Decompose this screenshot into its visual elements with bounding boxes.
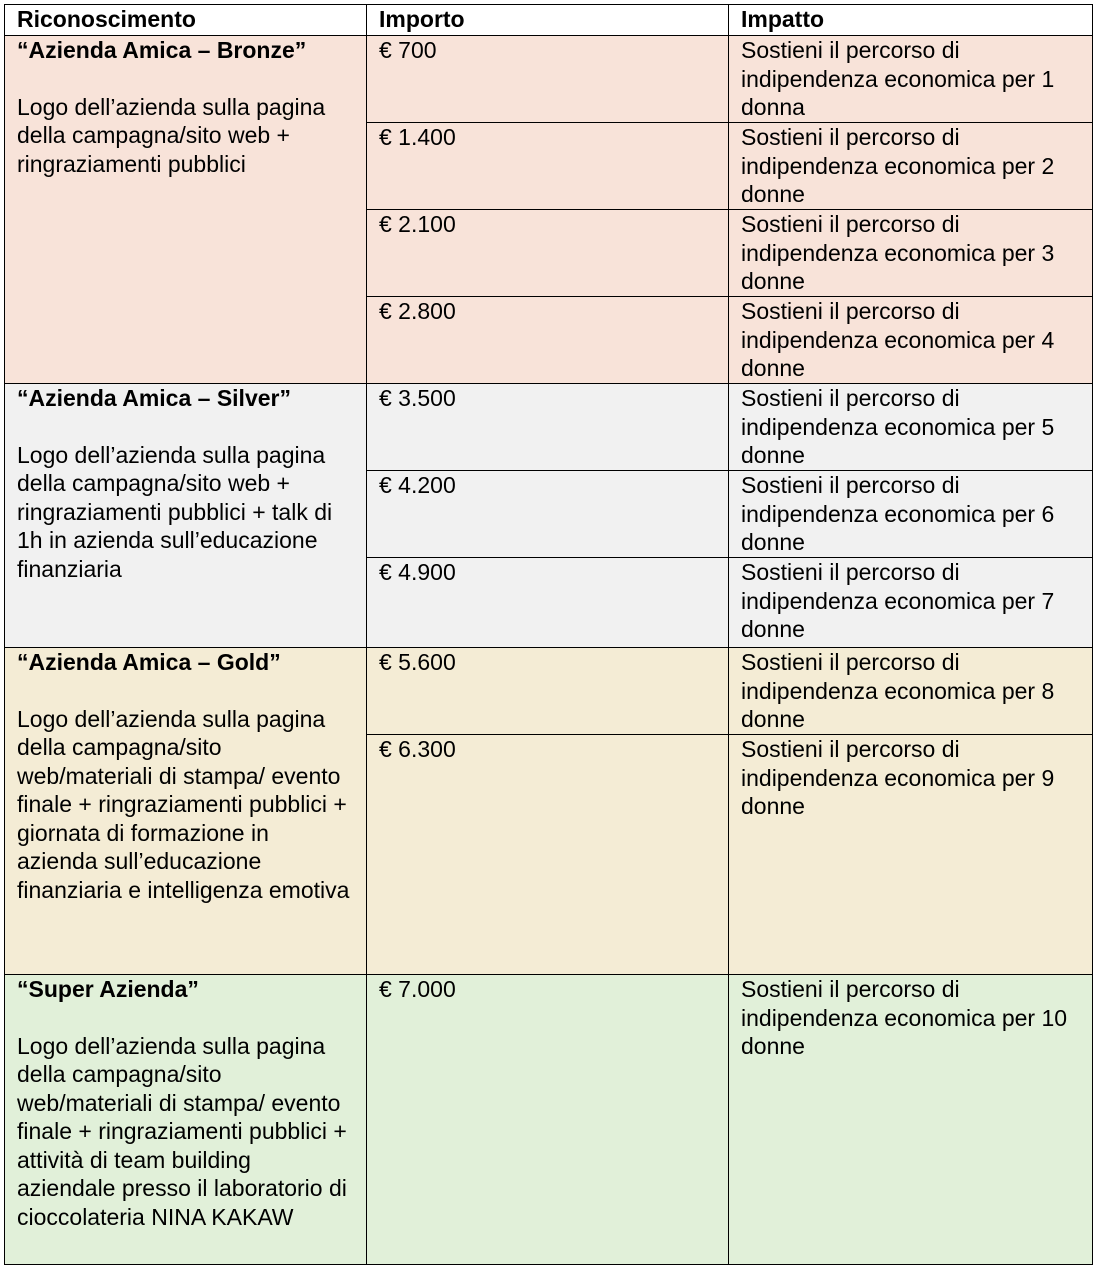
tier-description: Logo dell’azienda sulla pagina della campagna/sito web + ringraziamenti pubblici <box>17 93 326 177</box>
impact-cell: Sostieni il percorso di indipendenza economica per 4 donne <box>729 297 1093 384</box>
amount-cell: € 6.300 <box>367 735 729 975</box>
tier-title: “Azienda Amica – Gold” <box>17 649 281 675</box>
tier-title: “Super Azienda” <box>17 976 199 1002</box>
table-row <box>5 975 1093 1265</box>
tier-description: Logo dell’azienda sulla pagina della campagna/sito web/materiali di stampa/ evento finale + ringraziamenti pubblici + giornata di formazione in azienda sull’educazione finanziaria e intelligenza emotiva <box>17 705 350 903</box>
amount-cell: € 5.600 <box>367 648 729 735</box>
impact-cell: Sostieni il percorso di indipendenza economica per 3 donne <box>729 210 1093 297</box>
amount-cell: € 4.200 <box>367 471 729 558</box>
impact-cell: Sostieni il percorso di indipendenza economica per 1 donna <box>729 36 1093 123</box>
header-impatto: Impatto <box>729 5 1093 36</box>
table-row <box>5 648 1093 735</box>
tier-cell-bronze <box>5 36 367 384</box>
table-header-row <box>5 5 1093 36</box>
tier-cell-super <box>5 975 367 1265</box>
tier-cell-silver <box>5 384 367 648</box>
amount-cell: € 700 <box>367 36 729 123</box>
header-importo: Importo <box>367 5 729 36</box>
impact-cell: Sostieni il percorso di indipendenza economica per 7 donne <box>729 558 1093 648</box>
table-row <box>5 36 1093 123</box>
tier-cell-gold <box>5 648 367 975</box>
table-row <box>5 384 1093 471</box>
amount-cell: € 7.000 <box>367 975 729 1265</box>
impact-cell: Sostieni il percorso di indipendenza economica per 2 donne <box>729 123 1093 210</box>
sponsorship-table <box>4 4 1093 1265</box>
header-riconoscimento: Riconoscimento <box>5 5 367 36</box>
tier-title: “Azienda Amica – Bronze” <box>17 37 307 63</box>
tier-description: Logo dell’azienda sulla pagina della campagna/sito web/materiali di stampa/ evento finale + ringraziamenti pubblici + attività di team building aziendale presso il laboratorio di cioccolateria NINA KAKAW <box>17 1032 347 1230</box>
amount-cell: € 2.100 <box>367 210 729 297</box>
amount-cell: € 3.500 <box>367 384 729 471</box>
tier-description: Logo dell’azienda sulla pagina della campagna/sito web + ringraziamenti pubblici + talk di 1h in azienda sull’educazione finanziaria <box>17 441 333 582</box>
impact-cell: Sostieni il percorso di indipendenza economica per 5 donne <box>729 384 1093 471</box>
amount-cell: € 4.900 <box>367 558 729 648</box>
amount-cell: € 2.800 <box>367 297 729 384</box>
impact-cell: Sostieni il percorso di indipendenza economica per 8 donne <box>729 648 1093 735</box>
impact-cell: Sostieni il percorso di indipendenza economica per 10 donne <box>729 975 1093 1265</box>
amount-cell: € 1.400 <box>367 123 729 210</box>
tier-title: “Azienda Amica – Silver” <box>17 385 291 411</box>
impact-cell: Sostieni il percorso di indipendenza economica per 6 donne <box>729 471 1093 558</box>
impact-cell: Sostieni il percorso di indipendenza economica per 9 donne <box>729 735 1093 975</box>
